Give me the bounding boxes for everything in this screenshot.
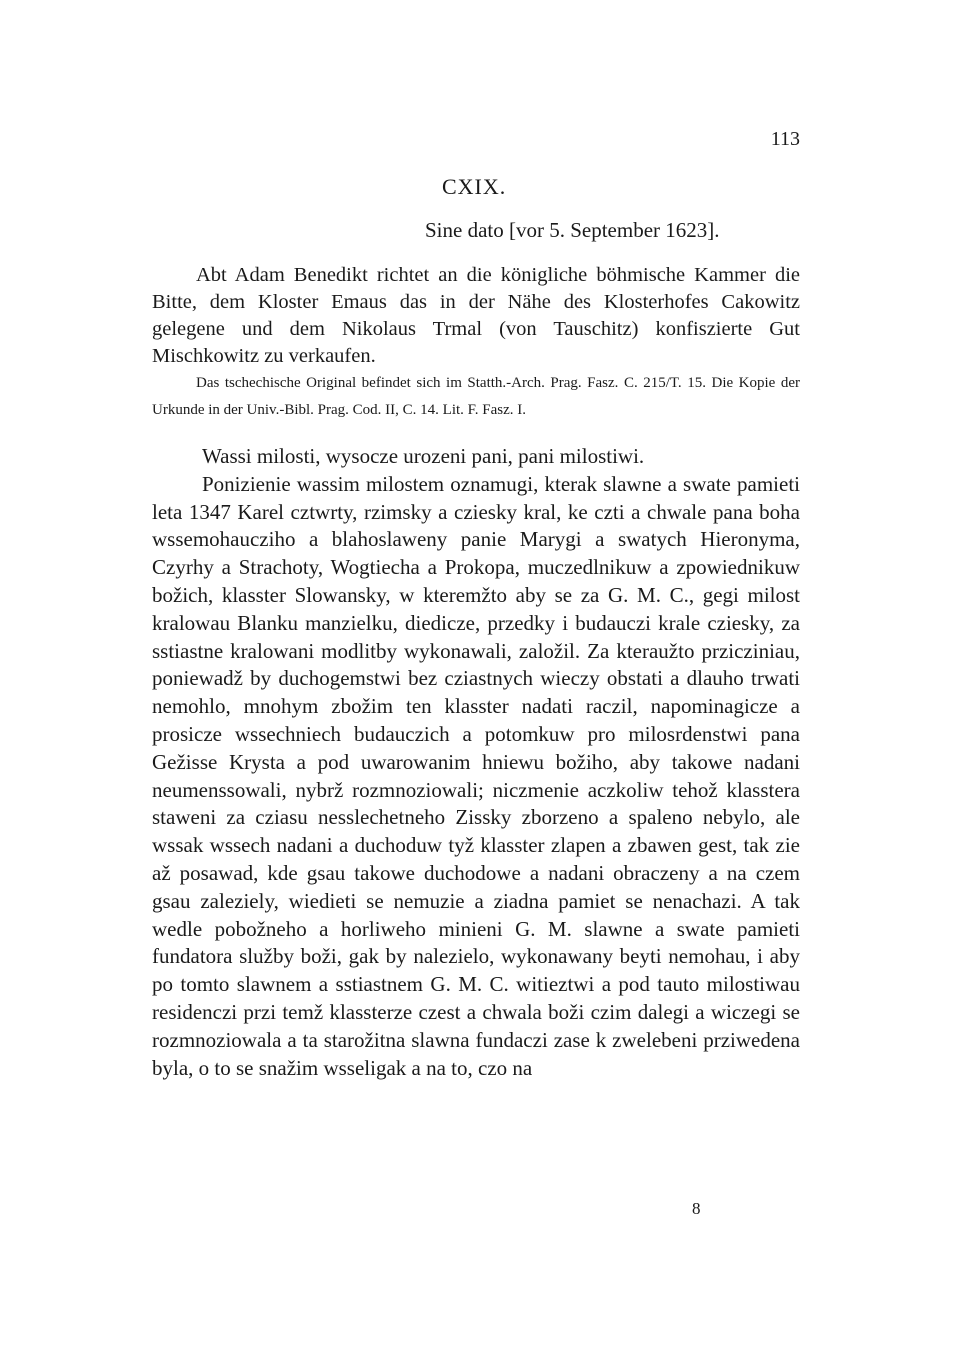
salutation: Wassi milosti, wysocze urozeni pani, pani milostiwi. — [202, 444, 645, 468]
summary-text: Abt Adam Benedikt richtet an die königliche böhmische Kammer die Bitte, dem Kloster Emaus das in der Nähe des Klosterhofes Cakowitz gelegene und dem Nikolaus Trmal (von Tauschitz) konfiszierte Gut Mischkowitz zu verkaufen. — [152, 264, 800, 367]
letter-body — [152, 443, 800, 1082]
letter-paragraph: Ponizienie wassim milostem oznamugi, kterak slawne a swate pamieti leta 1347 Karel cztwrty, rzimsky a cziesky kral, ke czti a chwale pana boha wssemohaucziho a blahoslaweny panie Marygi a swatych Hieronyma, Czyrhy a Strachoty, Wogtiecha a Prokopa, muczedlnikuw a zpowiednikuw božich, klasster Slowansky, w kteremžto aby se za G. M. C., gegi milost kralowau Blanku manzielku, diedicze, przedky i budauczi krale cziesky, za sstiastne kralowani modlitby wykonawali, založil. Za kteraužto przicziniau, poniewadž by duchogemstwi bez cziastnych wieczy obstati a dlauho trwati nemohlo, mnohym zbožim ten klasster nadati raczil, napominagicze a prosicze wssechniech budauczich a potomkuw pro milosrdenstwi pana Gežisse Krysta a pod uwarowanim hniewu božiho, aby takowe nadani neumenssowali, nybrž rozmnoziowali; niczmenie aczkoliw tehož klasstera staweni za cziasu nesslechetneho Zissky zborzeno a spaleno nebylo, ale wssak wssech nadani a duchoduw tyž klasster zlapen a zbawen gest, tak zie až posawad, kde gsau takowe duchodowe a nadani obraczeny a na czem gsau zaleziely, wiedieti se nemuzie a ziadna pamiet se nenachazi. A tak wedle pobožneho a horliweho minieni G. M. slawne a swate pamieti fundatora služby boži, gak by nalezielo, wykonawany beyti nemohau, i aby po tomto slawnem a sstiastnem G. M. C. witieztwi a pod tauto milostiwau residenczi przi temž klassterze czest a chwala boži czim dalegi a wiczegi se rozmnoziowala a ta starožitna slawna fundaczi zase k zwelebeni prziwedena byla, o to se snažim wsseligak a na to, czo na — [152, 471, 800, 1080]
date-line: Sine dato [vor 5. September 1623]. — [425, 218, 720, 242]
page-number: 113 — [770, 128, 800, 150]
german-summary — [152, 262, 800, 370]
signature-mark: 8 — [692, 1199, 701, 1218]
document-number: CXIX. — [442, 174, 507, 199]
source-note: Das tschechische Original befindet sich im Statth.-Arch. Prag. Fasz. C. 215/T. 15. Die Kopie der Urkunde in der Univ.-Bibl. Prag. Cod. II, C. 14. Lit. F. Fasz. I. — [152, 375, 800, 418]
